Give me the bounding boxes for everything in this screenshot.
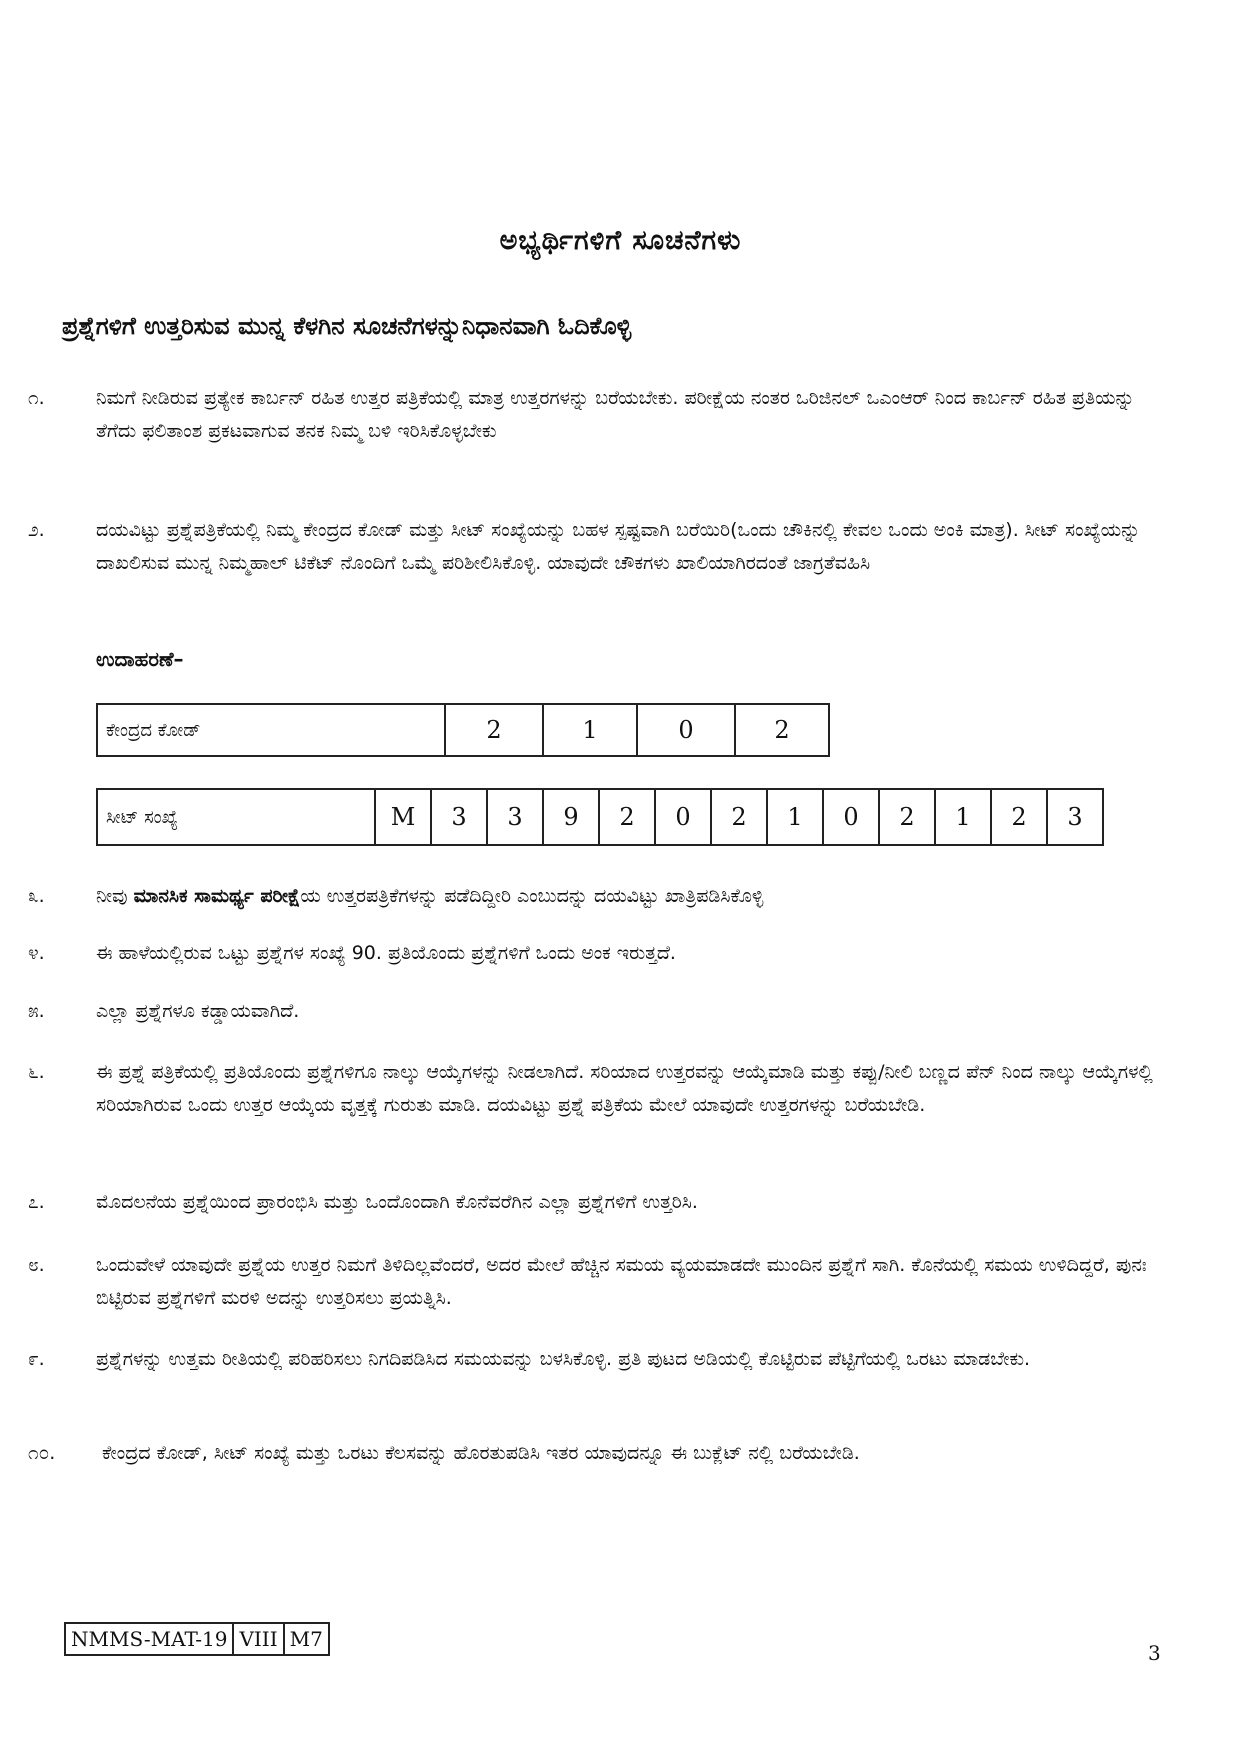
seat-number-char: M (375, 789, 431, 845)
instruction-number: ೫. (28, 1000, 45, 1022)
instruction-item (28, 1249, 1176, 1315)
instruction-item (28, 880, 1176, 913)
instruction-number: ೬. (28, 1061, 45, 1083)
page-number: 3 (1148, 1641, 1161, 1665)
seat-number-char: 1 (767, 789, 823, 845)
instruction-text: ಈ ಹಾಳೆಯಲ್ಲಿರುವ ಒಟ್ಟು ಪ್ರಶ್ನೆಗಳ ಸಂಖ್ಯೆ 90. ಪ್ರತಿಯೊಂದು ಪ್ರಶ್ನೆಗಳಿಗೆ ಒಂದು ಅಂಕ ಇರುತ್ತದೆ. (96, 942, 676, 964)
instruction-number: ೯. (28, 1348, 45, 1370)
instruction-text: ಪ್ರಶ್ನೆಗಳನ್ನು ಉತ್ತಮ ರೀತಿಯಲ್ಲಿ ಪರಿಹರಿಸಲು ನಿಗದಿಪಡಿಸಿದ ಸಮಯವನ್ನು ಬಳಸಿಕೊಳ್ಳಿ. ಪ್ರತಿ ಪುಟದ ಅಡಿಯಲ್ಲಿ ಕೊಟ್ಟಿರುವ ಪೆಟ್ಟಿಗೆಯಲ್ಲಿ ಒರಟು ಮಾಡಬೇಕು. (96, 1348, 1031, 1370)
seat-number-char: 3 (487, 789, 543, 845)
instruction-text: ನಿಮಗೆ ನೀಡಿರುವ ಪ್ರತ್ಯೇಕ ಕಾರ್ಬನ್ ರಹಿತ ಉತ್ತರ ಪತ್ರಿಕೆಯಲ್ಲಿ ಮಾತ್ರ ಉತ್ತರಗಳನ್ನು ಬರೆಯಬೇಕು. ಪರೀಕ್ಷೆಯ ನಂತರ ಒರಿಜಿನಲ್ ಒಎಂಆರ್ ನಿಂದ ಕಾರ್ಬನ್ ರಹಿತ ಪ್ರತಿಯನ್ನು ತೆಗೆದು ಫಲಿತಾಂಶ ಪ್ರಕಟವಾಗುವ ತನಕ ನಿಮ್ಮ ಬಳಿ ಇರಿಸಿಕೊಳ್ಳಬೇಕು (96, 387, 1135, 442)
instruction-number: ೭. (28, 1191, 45, 1213)
instruction-item (28, 1186, 1176, 1219)
seat-number-char: 2 (599, 789, 655, 845)
instruction-text: ಎಲ್ಲಾ ಪ್ರಶ್ನೆಗಳೂ ಕಡ್ಡಾಯವಾಗಿದೆ. (96, 1000, 300, 1022)
instruction-text: ನೀವು (96, 885, 134, 907)
seat-number-char: 9 (543, 789, 599, 845)
instruction-number: ೩. (28, 885, 45, 907)
instruction-item (28, 1343, 1176, 1376)
seat-number-char: 1 (935, 789, 991, 845)
instruction-item (28, 995, 1176, 1028)
instruction-text: ದಯವಿಟ್ಟು ಪ್ರಶ್ನೆಪತ್ರಿಕೆಯಲ್ಲಿ ನಿಮ್ಮ ಕೇಂದ್ರದ ಕೋಡ್ ಮತ್ತು ಸೀಟ್ ಸಂಖ್ಯೆಯನ್ನು ಬಹಳ ಸ್ಪಷ್ಟವಾಗಿ ಬರೆಯಿರಿ(ಒಂದು ಚೌಕಿನಲ್ಲಿ ಕೇವಲ ಒಂದು ಅಂಕಿ ಮಾತ್ರ). ಸೀಟ್ ಸಂಖ್ಯೆಯನ್ನು ದಾಖಲಿಸುವ ಮುನ್ನ ನಿಮ್ಮಹಾಲ್ ಟಿಕೆಟ್ ನೊಂದಿಗೆ ಒಮ್ಮೆ ಪರಿಶೀಲಿಸಿಕೊಳ್ಳಿ. ಯಾವುದೇ ಚೌಕಗಳು ಖಾಲಿಯಾಗಿರದಂತೆ ಜಾಗ್ರತೆವಹಿಸಿ (96, 519, 1141, 574)
center-code-table (96, 703, 830, 757)
instruction-text: ಈ ಪ್ರಶ್ನೆ ಪತ್ರಿಕೆಯಲ್ಲಿ ಪ್ರತಿಯೊಂದು ಪ್ರಶ್ನೆಗಳಿಗೂ ನಾಲ್ಕು ಆಯ್ಕೆಗಳನ್ನು ನೀಡಲಾಗಿದೆ. ಸರಿಯಾದ ಉತ್ತರವನ್ನು ಆಯ್ಕೆಮಾಡಿ ಮತ್ತು ಕಪ್ಪು/ನೀಲಿ ಬಣ್ಣದ ಪೆನ್ ನಿಂದ ನಾಲ್ಕು ಆಯ್ಕೆಗಳಲ್ಲಿ ಸರಿಯಾಗಿರುವ ಒಂದು ಉತ್ತರ ಆಯ್ಕೆಯ ವೃತ್ತಕ್ಕೆ ಗುರುತು ಮಾಡಿ. ದಯವಿಟ್ಟು ಪ್ರಶ್ನೆ ಪತ್ರಿಕೆಯ ಮೇಲೆ ಯಾವುದೇ ಉತ್ತರಗಳನ್ನು ಬರೆಯಬೇಡಿ. (96, 1061, 1153, 1116)
instruction-text: ಮೊದಲನೆಯ ಪ್ರಶ್ನೆಯಿಂದ ಪ್ರಾರಂಭಿಸಿ ಮತ್ತು ಒಂದೊಂದಾಗಿ ಕೊನೆವರೆಗಿನ ಎಲ್ಲಾ ಪ್ರಶ್ನೆಗಳಿಗೆ ಉತ್ತರಿಸಿ. (96, 1191, 698, 1213)
booklet-class: VIII (233, 1623, 283, 1655)
seat-number-char: 3 (1047, 789, 1103, 845)
instruction-number: ೨. (28, 519, 45, 541)
instruction-text: ಒಂದುವೇಳೆ ಯಾವುದೇ ಪ್ರಶ್ನೆಯ ಉತ್ತರ ನಿಮಗೆ ತಿಳಿದಿಲ್ಲವೆಂದರೆ, ಅದರ ಮೇಲೆ ಹೆಚ್ಚಿನ ಸಮಯ ವ್ಯಯಮಾಡದೇ ಮುಂದಿನ ಪ್ರಶ್ನೆಗೆ ಸಾಗಿ. ಕೊನೆಯಲ್ಲಿ ಸಮಯ ಉಳಿದಿದ್ದರೆ, ಪುನಃ ಬಿಟ್ಟಿರುವ ಪ್ರಶ್ನೆಗಳಿಗೆ ಮರಳಿ ಅದನ್ನು ಉತ್ತರಿಸಲು ಪ್ರಯತ್ನಿಸಿ. (96, 1254, 1147, 1309)
seat-number-char: 2 (879, 789, 935, 845)
seat-number-char: 2 (711, 789, 767, 845)
center-code-label: ಕೇಂದ್ರದ ಕೋಡ್ (97, 704, 445, 756)
seat-number-char: 0 (655, 789, 711, 845)
instruction-emphasis: ಮಾನಸಿಕ ಸಾಮರ್ಥ್ಯ ಪರೀಕ್ಷೆ (133, 885, 301, 907)
center-code-digit: 0 (637, 704, 735, 756)
seat-number-char: 0 (823, 789, 879, 845)
instruction-number: ೪. (28, 942, 45, 964)
booklet-version: M7 (284, 1623, 329, 1655)
center-code-digit: 1 (543, 704, 637, 756)
instruction-item (28, 514, 1176, 580)
instruction-number: ೧೦. (28, 1442, 56, 1464)
seat-number-char: 3 (431, 789, 487, 845)
seat-number-table (96, 788, 1104, 846)
instruction-text: ಕೇಂದ್ರದ ಕೋಡ್, ಸೀಟ್ ಸಂಖ್ಯೆ ಮತ್ತು ಒರಟು ಕೆಲಸವನ್ನು ಹೊರತುಪಡಿಸಿ ಇತರ ಯಾವುದನ್ನೂ ಈ ಬುಕ್ಲೆಟ್ ನಲ್ಲಿ ಬರೆಯಬೇಡಿ. (102, 1442, 860, 1464)
instruction-text: ಯ ಉತ್ತರಪತ್ರಿಕೆಗಳನ್ನು ಪಡೆದಿದ್ದೀರಿ ಎಂಬುದನ್ನು ದಯವಿಟ್ಟು ಖಾತ್ರಿಪಡಿಸಿಕೊಳ್ಳಿ (300, 885, 764, 907)
page-title: ಅಭ್ಯರ್ಥಿಗಳಿಗೆ ಸೂಚನೆಗಳು (499, 225, 742, 256)
instruction-item (28, 1056, 1176, 1122)
instruction-item (28, 382, 1176, 448)
instruction-item (28, 1437, 1176, 1470)
example-label: ಉದಾಹರಣೆ– (96, 647, 184, 671)
booklet-code: NMMS-MAT-19 (65, 1623, 233, 1655)
seat-number-char: 2 (991, 789, 1047, 845)
seat-number-label: ಸೀಟ್ ಸಂಖ್ಯೆ (97, 789, 375, 845)
page-subtitle: ಪ್ರಶ್ನೆಗಳಿಗೆ ಉತ್ತರಿಸುವ ಮುನ್ನ ಕೆಳಗಿನ ಸೂಚನೆಗಳನ್ನುನಿಧಾನವಾಗಿ ಓದಿಕೊಳ್ಳಿ (62, 312, 632, 340)
center-code-digit: 2 (735, 704, 829, 756)
instruction-number: ೮. (28, 1254, 45, 1276)
center-code-digit: 2 (445, 704, 543, 756)
booklet-code-box (64, 1622, 330, 1656)
instruction-number: ೧. (28, 387, 45, 409)
instruction-item (28, 937, 1176, 970)
